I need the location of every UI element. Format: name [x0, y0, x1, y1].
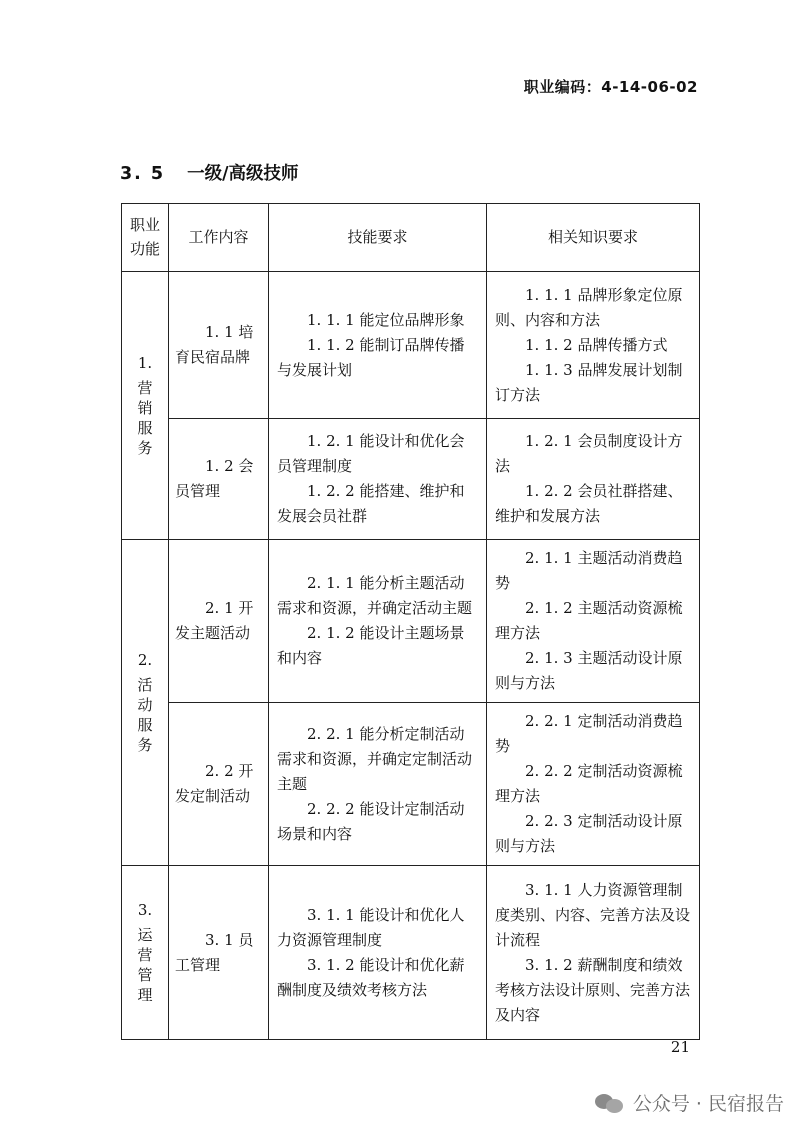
- knowledge-item: 2. 2. 2 定制活动资源梳理方法: [495, 762, 683, 805]
- table-row: [122, 272, 700, 419]
- work-content-cell: [169, 540, 269, 703]
- page-number: 21: [670, 1038, 690, 1056]
- skill-item: 2. 1. 1 能分析主题活动需求和资源，并确定活动主题: [277, 574, 473, 617]
- function-cell: [122, 866, 169, 1040]
- work-content-text: 3. 1 员工管理: [175, 930, 254, 974]
- table-row: [122, 703, 700, 866]
- knowledge-item: 1. 2. 1 会员制度设计方法: [495, 432, 683, 475]
- skill-item: 1. 2. 1 能设计和优化会员管理制度: [277, 432, 465, 475]
- skill-cell: [269, 419, 487, 540]
- function-number: 1.: [137, 353, 153, 372]
- table-row: [122, 419, 700, 540]
- function-cell: [122, 540, 169, 866]
- work-content-text: 1. 1 培育民宿品牌: [175, 323, 254, 366]
- knowledge-item: 2. 1. 3 主题活动设计原则与方法: [495, 649, 683, 692]
- chat-bubbles-icon: [595, 1092, 625, 1114]
- work-content-cell: [169, 866, 269, 1040]
- knowledge-item: 1. 1. 2 品牌传播方式: [525, 335, 668, 354]
- knowledge-item: 1. 2. 2 会员社群搭建、维护和发展方法: [495, 482, 683, 525]
- knowledge-item: 2. 1. 2 主题活动资源梳理方法: [495, 599, 683, 642]
- skill-cell: [269, 703, 487, 866]
- skill-item: 1. 2. 2 能搭建、维护和发展会员社群: [277, 482, 465, 525]
- knowledge-item: 3. 1. 2 薪酬制度和绩效考核方法设计原则、完善方法及内容: [495, 955, 691, 1024]
- work-content-text: 1. 2 会员管理: [175, 457, 254, 500]
- knowledge-cell: [487, 703, 700, 866]
- knowledge-cell: [487, 866, 700, 1040]
- function-number: 3.: [137, 900, 153, 919]
- work-content-cell: [169, 272, 269, 419]
- knowledge-cell: [487, 272, 700, 419]
- table-row: [122, 540, 700, 703]
- skill-item: 2. 1. 2 能设计主题场景和内容: [277, 624, 465, 667]
- work-content-cell: [169, 419, 269, 540]
- function-cell: [122, 272, 169, 540]
- knowledge-item: 1. 1. 3 品牌发展计划制订方法: [495, 360, 683, 404]
- knowledge-item: 3. 1. 1 人力资源管理制度类别、内容、完善方法及设计流程: [495, 880, 691, 949]
- work-content-text: 2. 1 开发主题活动: [175, 599, 254, 642]
- skill-item: 2. 2. 2 能设计定制活动场景和内容: [277, 799, 465, 843]
- skill-requirements-table: [121, 203, 700, 1040]
- table-row: [122, 866, 700, 1040]
- function-name: 活动服务: [137, 675, 153, 754]
- header-function: 职业功能: [122, 204, 169, 272]
- skill-cell: [269, 272, 487, 419]
- section-title: [120, 160, 299, 185]
- section-number: 3. 5: [120, 164, 166, 184]
- function-name: 营销服务: [137, 378, 153, 457]
- skill-item: 3. 1. 1 能设计和优化人力资源管理制度: [277, 905, 465, 949]
- knowledge-cell: [487, 419, 700, 540]
- skill-item: 1. 1. 1 能定位品牌形象: [307, 310, 465, 329]
- header-work-content: 工作内容: [169, 204, 269, 272]
- work-content-text: 2. 2 开发定制活动: [175, 762, 254, 805]
- knowledge-cell: [487, 540, 700, 703]
- skill-item: 1. 1. 2 能制订品牌传播与发展计划: [277, 335, 465, 379]
- knowledge-item: 1. 1. 1 品牌形象定位原则、内容和方法: [495, 285, 683, 329]
- occupation-code: 职业编码：4-14-06-02: [523, 78, 698, 96]
- knowledge-item: 2. 2. 3 定制活动设计原则与方法: [495, 812, 683, 855]
- header-knowledge: 相关知识要求: [487, 204, 700, 272]
- function-name: 运营管理: [137, 925, 153, 1004]
- skill-cell: [269, 866, 487, 1040]
- header-skill: 技能要求: [269, 204, 487, 272]
- skill-item: 3. 1. 2 能设计和优化薪酬制度及绩效考核方法: [277, 955, 465, 999]
- skill-cell: [269, 540, 487, 703]
- section-name: 一级/高级技师: [187, 164, 299, 184]
- watermark-text: 公众号 · 民宿报告: [632, 1093, 784, 1115]
- skill-item: 2. 2. 1 能分析定制活动需求和资源，并确定定制活动主题: [277, 724, 473, 793]
- watermark: [595, 1089, 784, 1116]
- knowledge-item: 2. 1. 1 主题活动消费趋势: [495, 549, 683, 592]
- knowledge-item: 2. 2. 1 定制活动消费趋势: [495, 712, 683, 755]
- work-content-cell: [169, 703, 269, 866]
- function-number: 2.: [137, 650, 153, 669]
